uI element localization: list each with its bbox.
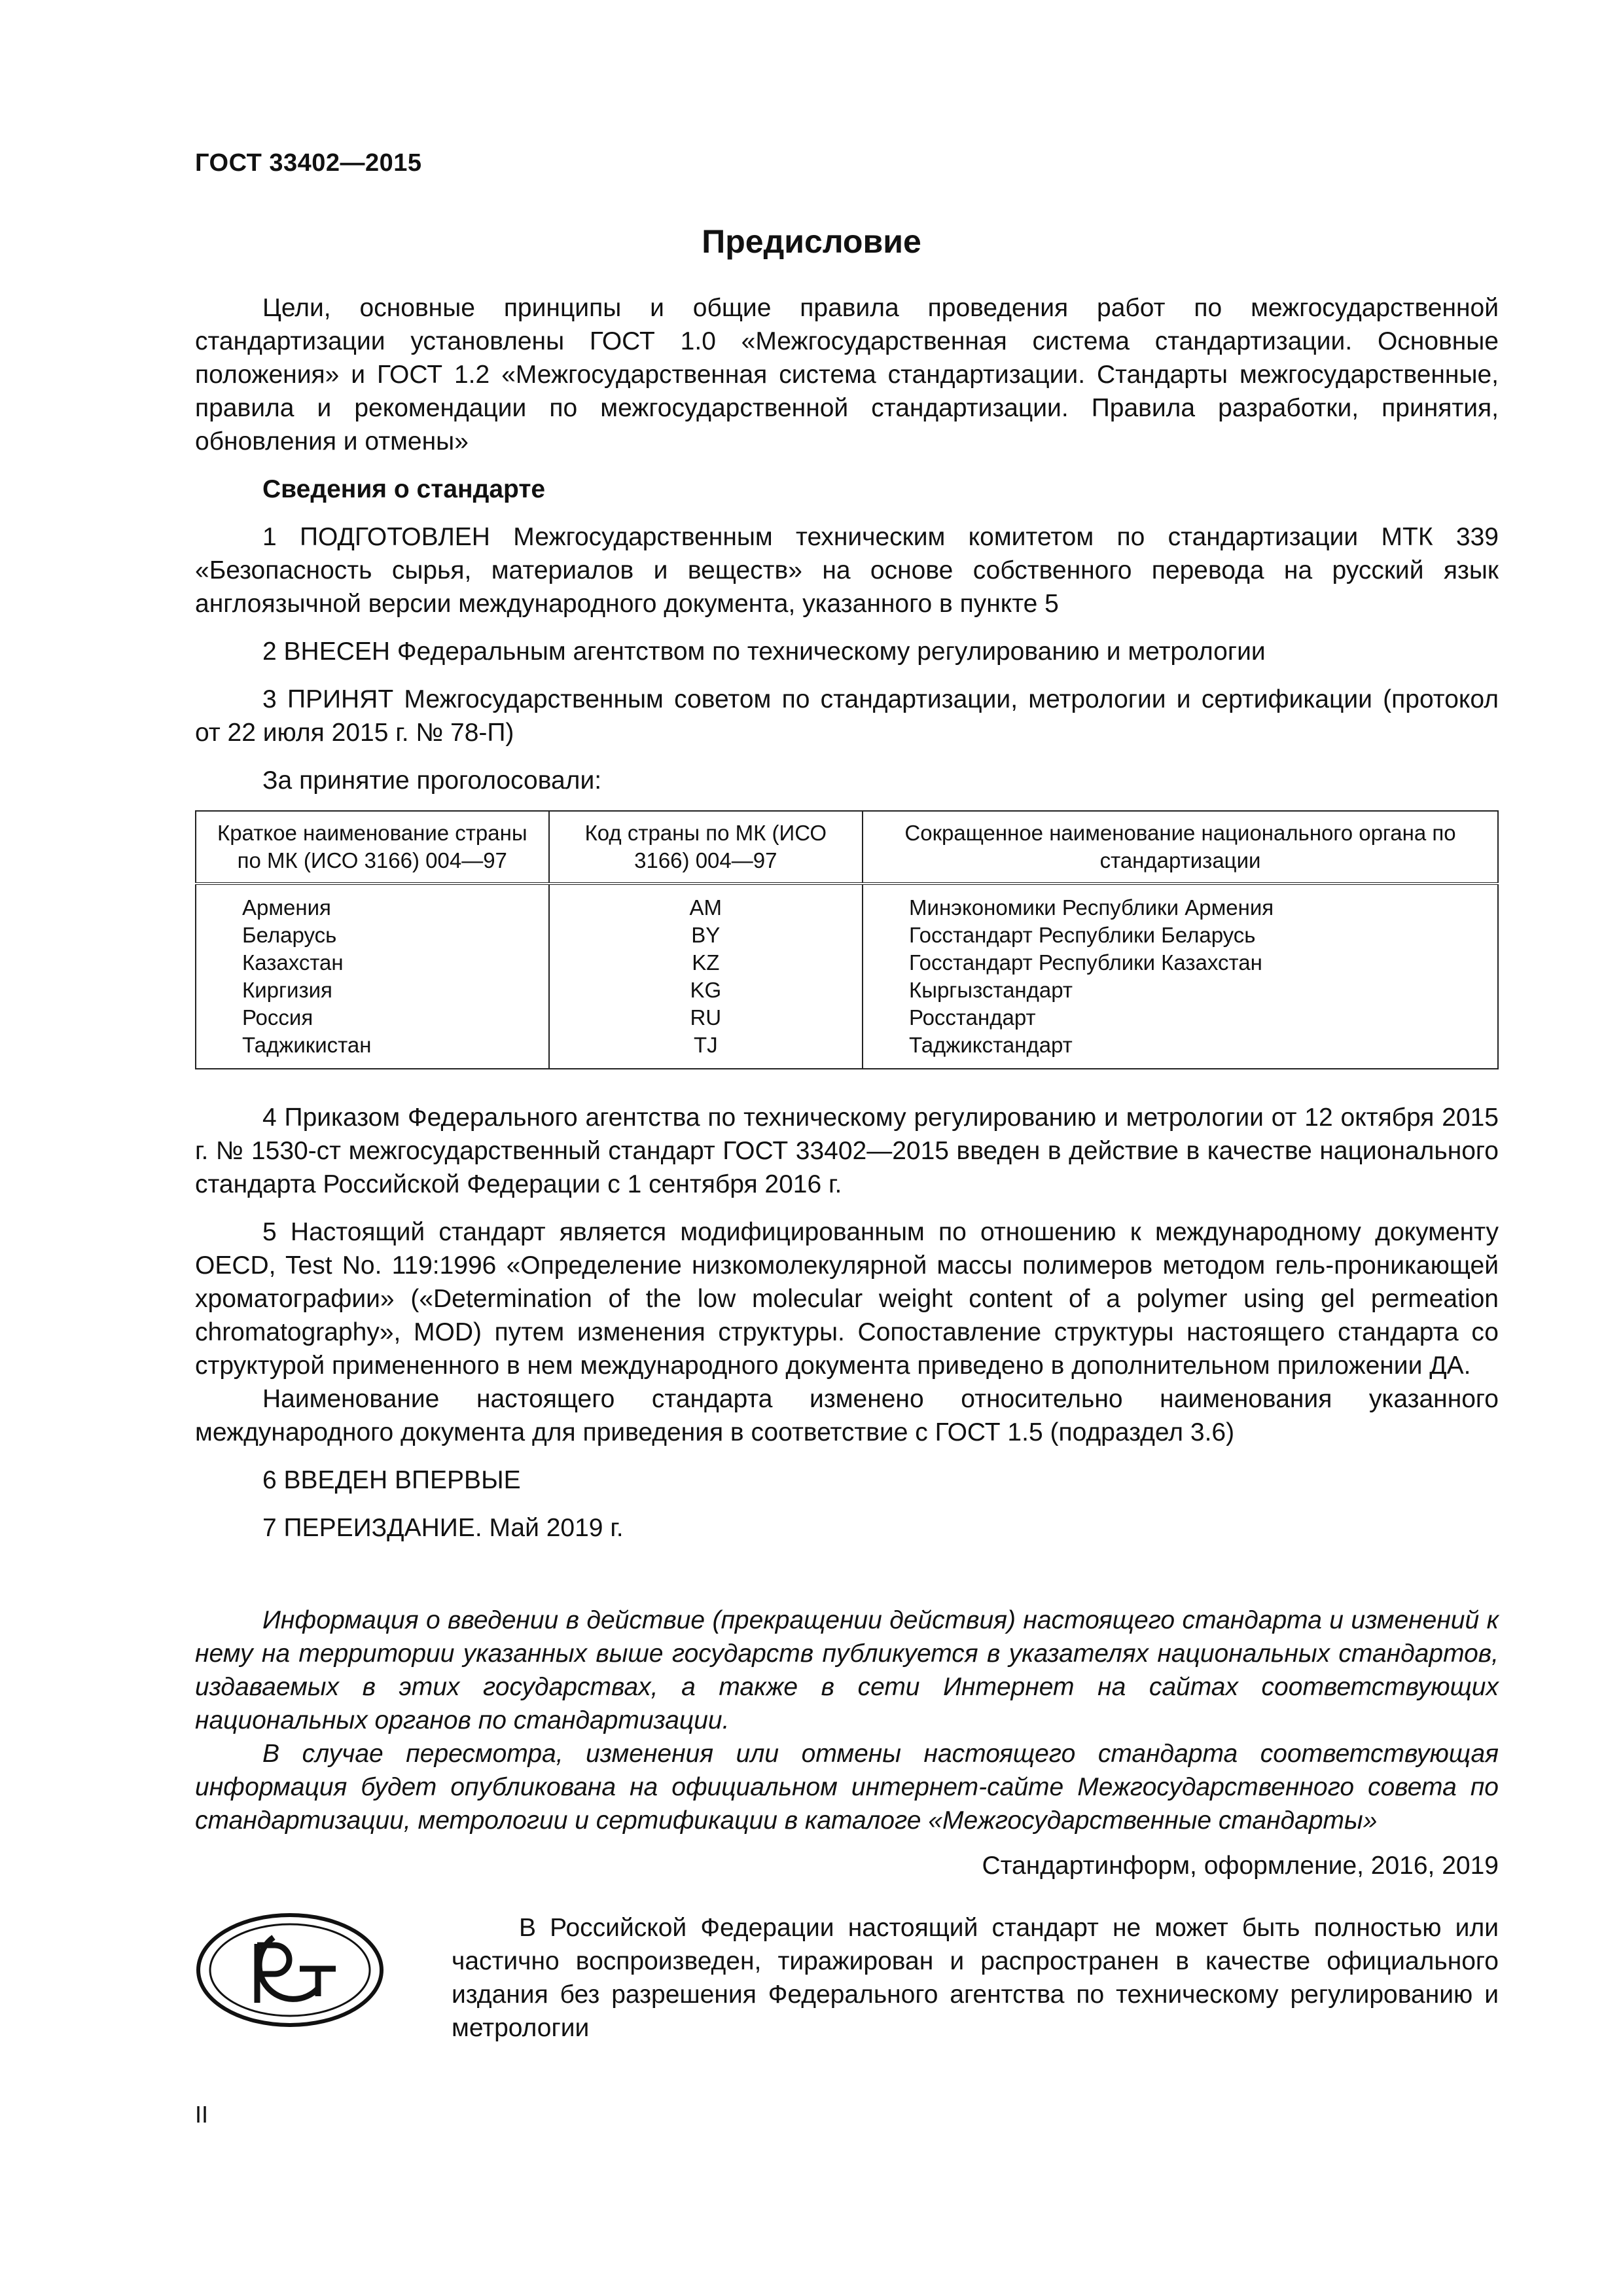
about-standard-heading: Сведения о стандарте bbox=[262, 475, 546, 503]
cell-body: Госстандарт Республики Казахстан bbox=[863, 949, 1498, 977]
voting-members-table bbox=[195, 810, 1499, 1069]
table-row bbox=[196, 1031, 1498, 1069]
gost-r-certification-mark-icon bbox=[195, 1911, 385, 2029]
item-5-modified: 5 Настоящий стандарт является модифицированным по отношению к международному документу OECD, Test No. 119:1996 «Определение низкомолекулярной массы полимеров методом гель-проникающей хроматографии» («Determination of the low molecular weight content of a polymer using gel permeation chromatography», MOD) путем изменения структуры. Сопоставление структуры настоящего стандарта со структурой примененного в нем международного документа приведено в дополнительном приложении ДА. bbox=[195, 1218, 1499, 1380]
cell-country: Россия bbox=[196, 1004, 549, 1031]
cell-body: Госстандарт Республики Беларусь bbox=[863, 922, 1498, 949]
header-national-body: Сокращенное наименование национального органа по стандартизации bbox=[863, 811, 1498, 884]
cell-code: KG bbox=[549, 977, 863, 1004]
table-row bbox=[196, 1004, 1498, 1031]
voted-label: За принятие проголосовали: bbox=[262, 766, 602, 795]
cell-code: TJ bbox=[549, 1031, 863, 1069]
copyright-notice bbox=[452, 1911, 1499, 2045]
cell-body: Минэкономики Республики Армения bbox=[863, 884, 1498, 922]
publisher-line: Стандартинформ, оформление, 2016, 2019 bbox=[982, 1852, 1499, 1880]
item-4-enacted: 4 Приказом Федерального агентства по техническому регулированию и метрологии от 12 октября 2015 г. № 1530-ст межгосударственный стандарт ГОСТ 33402—2015 введен в действие в качестве национального стандарта Российской Федерации с 1 сентября 2016 г. bbox=[195, 1103, 1499, 1198]
intro-paragraph: Цели, основные принципы и общие правила проведения работ по межгосударственной стандартизации установлены ГОСТ 1.0 «Межгосударственная система стандартизации. Основные положения» и ГОСТ 1.2 «Межгосударственная система стандартизации. Стандарты межгосударственные, правила и рекомендации по межгосударственной стандартизации. Правила разработки, принятия, обновления и отмены» bbox=[195, 294, 1499, 456]
page-number: II bbox=[195, 2101, 209, 2128]
info-paragraph-1: Информация о введении в действие (прекращении действия) настоящего стандарта и изменений к нему на территории указанных выше государств публикуется в указателях национальных стандартов, издаваемых в этих государствах, а также в сети Интернет на сайтах соответствующих национальных органов по стандартизации. bbox=[195, 1606, 1499, 1734]
page-title: Предисловие bbox=[702, 223, 921, 260]
info-paragraph-2: В случае пересмотра, изменения или отмены настоящего стандарта соответствующая информация будет опубликована на официальном интернет-сайте Межгосударственного совета по стандартизации, метрологии и сертификации в каталоге «Межгосударственные стандарты» bbox=[195, 1740, 1499, 1835]
item-7-reissue: 7 ПЕРЕИЗДАНИЕ. Май 2019 г. bbox=[262, 1514, 624, 1542]
cell-body: Кыргызстандарт bbox=[863, 977, 1498, 1004]
cell-country: Армения bbox=[196, 884, 549, 922]
cell-country: Беларусь bbox=[196, 922, 549, 949]
publication-info bbox=[195, 1604, 1499, 1837]
cell-country: Киргизия bbox=[196, 977, 549, 1004]
table-row bbox=[196, 884, 1498, 922]
item-5-name-note: Наименование настоящего стандарта изменено относительно наименования указанного международного документа для приведения в соответствие с ГОСТ 1.5 (подраздел 3.6) bbox=[195, 1385, 1499, 1446]
header-country-code: Код страны по МК (ИСО 3166) 004—97 bbox=[549, 811, 863, 884]
table-row bbox=[196, 949, 1498, 977]
item-3-adopted: 3 ПРИНЯТ Межгосударственным советом по стандартизации, метрологии и сертификации (протокол от 22 июля 2015 г. № 78-П) bbox=[195, 685, 1499, 747]
item-1-prepared: 1 ПОДГОТОВЛЕН Межгосударственным техническим комитетом по стандартизации МТК 339 «Безопасность сырья, материалов и веществ» на основе собственного перевода на русский язык англоязычной версии международного документа, указанного в пункте 5 bbox=[195, 523, 1499, 618]
foreword-body bbox=[195, 291, 1499, 1559]
header-country-name: Краткое наименование страны по МК (ИСО 3166) 004—97 bbox=[196, 811, 549, 884]
cell-country: Казахстан bbox=[196, 949, 549, 977]
cell-code: RU bbox=[549, 1004, 863, 1031]
document-code: ГОСТ 33402—2015 bbox=[195, 149, 422, 177]
item-6-first-introduced: 6 ВВЕДЕН ВПЕРВЫЕ bbox=[262, 1466, 521, 1494]
table-row bbox=[196, 977, 1498, 1004]
table-row bbox=[196, 922, 1498, 949]
cell-country: Таджикистан bbox=[196, 1031, 549, 1069]
cell-body: Росстандарт bbox=[863, 1004, 1498, 1031]
cell-code: AM bbox=[549, 884, 863, 922]
cell-body: Таджикстандарт bbox=[863, 1031, 1498, 1069]
table-header-row bbox=[196, 811, 1498, 884]
item-2-submitted: 2 ВНЕСЕН Федеральным агентством по техническому регулированию и метрологии bbox=[262, 637, 1266, 666]
cell-code: BY bbox=[549, 922, 863, 949]
cell-code: KZ bbox=[549, 949, 863, 977]
copyright-text: В Российской Федерации настоящий стандарт не может быть полностью или частично воспроизведен, тиражирован и распространен в качестве официального издания без разрешения Федерального агентства по техническому регулированию и метрологии bbox=[452, 1914, 1499, 2042]
